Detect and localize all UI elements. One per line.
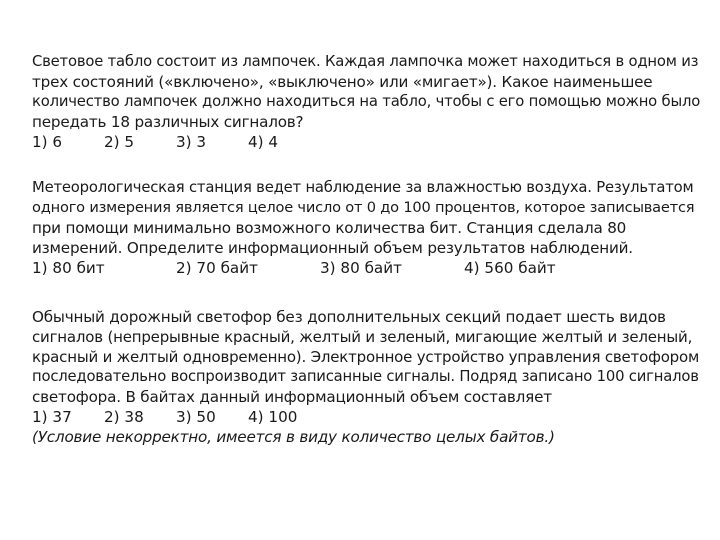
question-1-line: передать 18 различных сигналов? (32, 113, 304, 131)
answer-option: 1) 37 (32, 408, 72, 426)
question-2-line: Метеорологическая станция ведет наблюдение за влажностью воздуха. Результатом (32, 179, 694, 196)
question-1-line: Световое табло состоит из лампочек. Каждая лампочка может находиться в одном из (32, 53, 699, 70)
answer-option: 2) 38 (104, 408, 144, 426)
question-3-note: (Условие некорректно, имеется в виду количество целых байтов.) (32, 428, 555, 446)
answer-option: 2) 70 байт (176, 259, 258, 277)
answer-option: 3) 80 байт (320, 259, 402, 277)
answer-option: 1) 80 бит (32, 259, 105, 277)
question-2-line: одного измерения является целое число от 0 до 100 процентов, которое записывается (32, 199, 695, 216)
question-2-line: при помощи минимально возможного количества бит. Станция сделала 80 (32, 219, 627, 237)
answer-option: 3) 3 (176, 133, 207, 151)
question-3-line: светофора. В байтах данный информационный объем составляет (32, 388, 552, 406)
answer-option: 3) 50 (176, 408, 216, 426)
answer-option: 4) 560 байт (464, 259, 556, 277)
answer-option: 1) 6 (32, 133, 63, 151)
question-3-line: сигналов (непрерывные красный, желтый и зеленый, мигающие желтый и зеленый, (32, 328, 693, 346)
question-1-line: трех состояний («включено», «выключено» или «мигает»). Какое наименьшее (32, 73, 653, 91)
answer-option: 4) 4 (248, 133, 279, 151)
question-1-line: количество лампочек должно находиться на табло, чтобы с его помощью можно было (32, 93, 701, 110)
answer-option: 2) 5 (104, 133, 135, 151)
question-3-line: последовательно воспроизводит записанные сигналы. Подряд записано 100 сигналов (32, 368, 699, 385)
answer-option: 4) 100 (248, 408, 298, 426)
question-3-line: Обычный дорожный светофор без дополнительных секций подает шесть видов (32, 308, 666, 326)
question-2-line: измерений. Определите информационный объем результатов наблюдений. (32, 239, 633, 257)
question-3-line: красный и желтый одновременно). Электронное устройство управления светофором (32, 348, 700, 366)
